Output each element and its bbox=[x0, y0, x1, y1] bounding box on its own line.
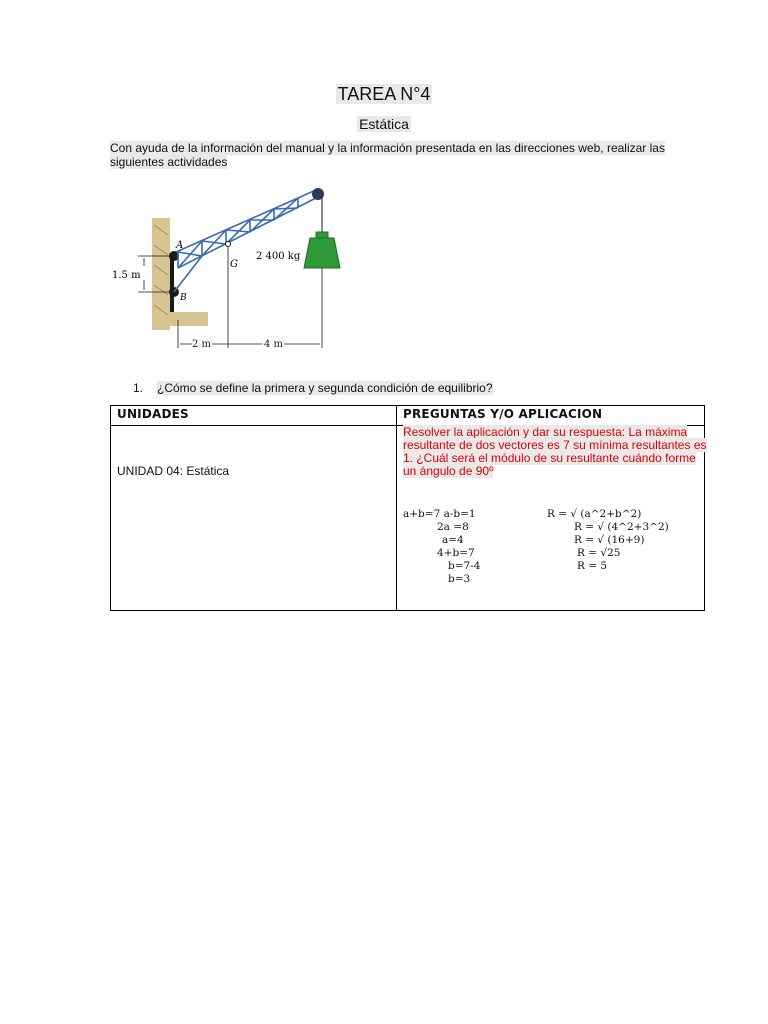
dimension-vertical: 1.5 m bbox=[112, 270, 141, 281]
label-a: A bbox=[176, 240, 184, 251]
question-number: 1. bbox=[133, 381, 144, 395]
header-unidades: UNIDADES bbox=[111, 406, 397, 426]
calc-line: R = 5 bbox=[577, 560, 608, 572]
calc-line: R = √ (16+9) bbox=[574, 534, 645, 546]
unit-name: UNIDAD 04: Estática bbox=[117, 464, 230, 478]
calc-line: R = √25 bbox=[577, 547, 621, 559]
page-subtitle: Estática bbox=[359, 116, 409, 132]
floor-support bbox=[168, 312, 208, 326]
activities-table bbox=[110, 405, 705, 611]
crane-figure bbox=[108, 180, 348, 360]
question-item bbox=[133, 381, 493, 395]
header-preguntas: PREGUNTAS Y/O APLICACION bbox=[397, 406, 705, 426]
label-g: G bbox=[230, 259, 238, 270]
calc-line: 2a =8 bbox=[437, 521, 469, 533]
question-text: ¿Cómo se define la primera y segunda condición de equilibrio? bbox=[157, 381, 493, 395]
calc-line: a+b=7 a-b=1 bbox=[403, 508, 476, 520]
calc-line: 4+b=7 bbox=[437, 547, 475, 559]
crane-diagram bbox=[108, 180, 348, 360]
load-weight bbox=[304, 238, 340, 268]
load-label: 2 400 kg bbox=[256, 251, 301, 262]
page-title: TAREA N°4 bbox=[337, 84, 431, 104]
label-b: B bbox=[180, 293, 187, 303]
unit-cell bbox=[111, 426, 397, 611]
calc-line: b=7-4 bbox=[448, 560, 481, 572]
calc-line: R = √ (a^2+b^2) bbox=[547, 508, 642, 520]
crane-mast bbox=[170, 256, 174, 312]
question-cell bbox=[397, 426, 705, 611]
calc-line: a=4 bbox=[442, 534, 464, 546]
dimension-right: 4 m bbox=[264, 339, 284, 350]
application-question: Resolver la aplicación y dar su respuesta: La máxima resultante de dos vectores es 7 su mínima resultantes es 1. ¿Cuál será el módulo de su resultante cuándo forme un ángulo de 90º bbox=[403, 425, 707, 478]
boom-truss bbox=[174, 190, 316, 292]
table-header-row bbox=[111, 406, 705, 426]
center-of-gravity-marker bbox=[226, 242, 231, 247]
dimension-left: 2 m bbox=[192, 339, 212, 350]
table-row bbox=[111, 426, 705, 611]
calc-line: b=3 bbox=[448, 573, 471, 585]
calc-line: R = √ (4^2+3^2) bbox=[574, 521, 669, 533]
intro-paragraph: Con ayuda de la información del manual y la información presentada en las direcciones web, realizar las siguientes actividades bbox=[110, 141, 665, 169]
